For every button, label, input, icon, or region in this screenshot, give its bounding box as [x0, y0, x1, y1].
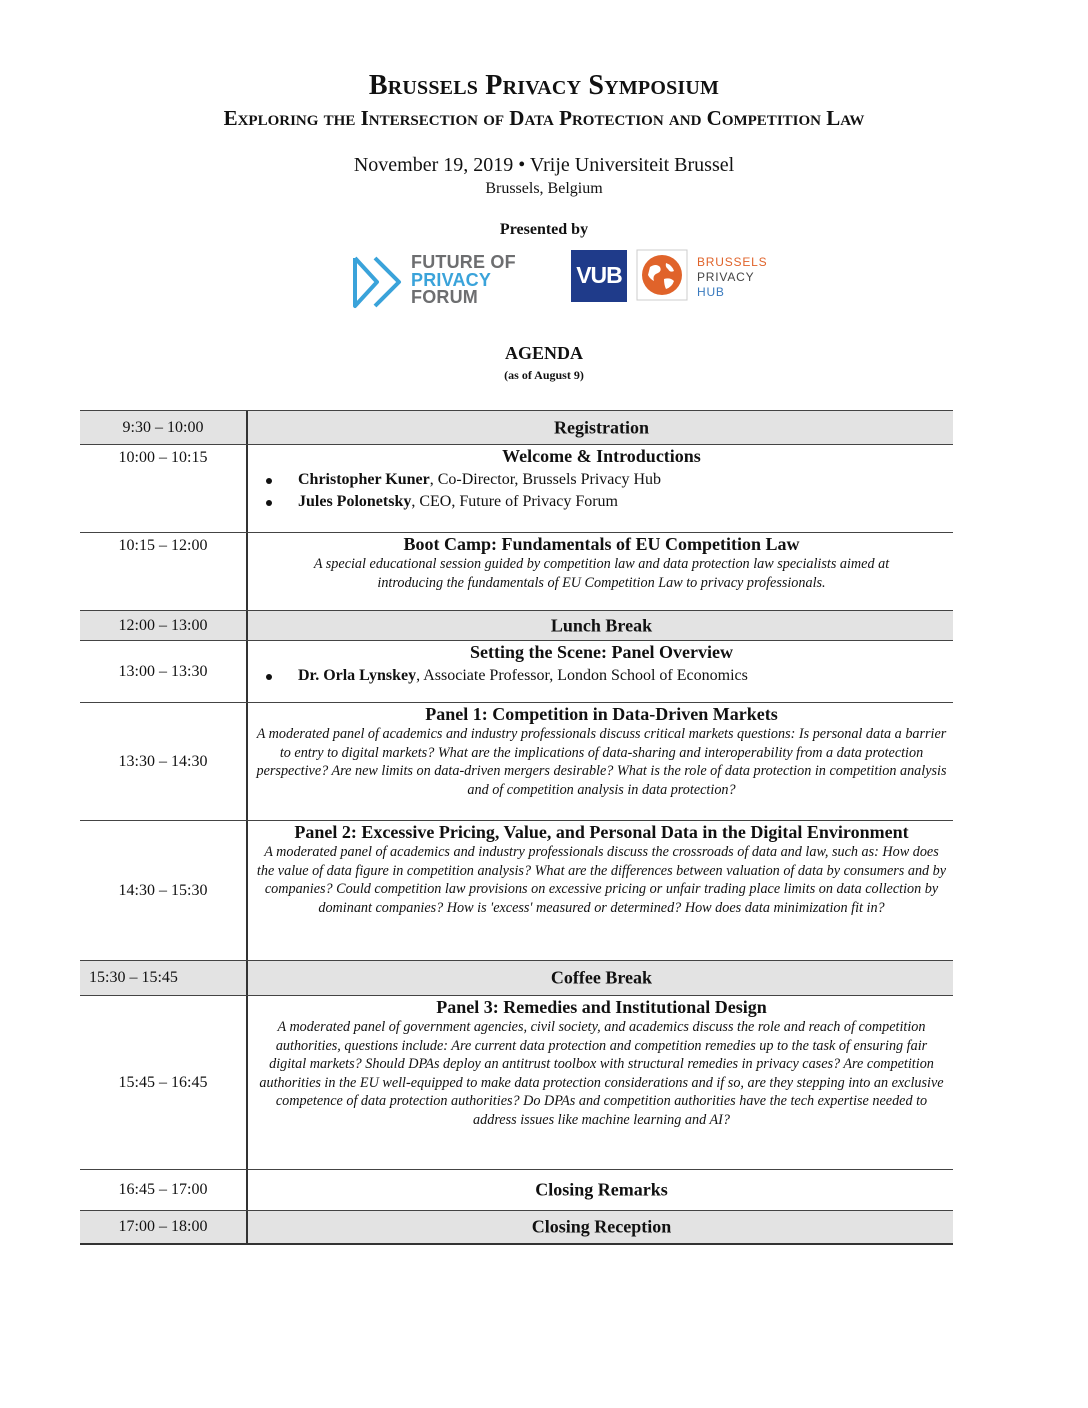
session-content [250, 611, 953, 640]
list-item [250, 469, 953, 491]
session-time: 14:30 – 15:30 [80, 821, 248, 960]
list-item [250, 491, 953, 513]
speaker-name: Jules Polonetsky [298, 493, 412, 510]
globe-icon [636, 249, 688, 301]
session-title: Boot Camp: Fundamentals of EU Competition Law [403, 534, 800, 554]
fpf-line2: PRIVACY [411, 269, 492, 290]
bph-line1: BRUSSELS [697, 255, 768, 269]
session-content [250, 641, 953, 702]
table-row [80, 1210, 953, 1245]
speaker-list [250, 469, 953, 513]
table-row [80, 532, 953, 610]
session-content [250, 996, 953, 1169]
session-title: Coffee Break [550, 967, 653, 988]
session-title: Registration [554, 417, 649, 437]
presented-by-label: Presented by [499, 221, 589, 238]
bph-line2: PRIVACY [697, 270, 755, 284]
bph-line3: HUB [697, 285, 725, 299]
session-title: Closing Reception [531, 1216, 672, 1237]
session-time: 16:45 – 17:00 [80, 1170, 248, 1210]
session-description: A moderated panel of academics and industry professionals discuss the crossroads of data and law, such as: How does the value of data figure in competition analysis? What are the differences between valuation of data by consumers and by companies? Could competition law provisions on excessive pricing or unfair trading place limits on data collection by dominant companies? How is 'excess' measured or determined? How does data minimization fit in? [256, 844, 947, 916]
table-row [80, 410, 953, 444]
event-location: Brussels, Belgium [485, 180, 603, 197]
session-content [250, 821, 953, 960]
table-row [80, 702, 953, 820]
session-title: Closing Remarks [535, 1179, 668, 1200]
session-title: Panel 3: Remedies and Institutional Design [436, 997, 767, 1017]
session-time: 13:00 – 13:30 [80, 641, 248, 702]
table-row [80, 995, 953, 1169]
session-content [250, 411, 953, 444]
session-time: 15:45 – 16:45 [80, 996, 248, 1169]
session-content [250, 445, 953, 532]
session-time: 13:30 – 14:30 [80, 703, 248, 820]
session-description: A moderated panel of government agencies, civil society, and academics discuss the role and reach of competition authorities, questions include: Are current data protection and competition remedies up to the task of ensuring fair digital markets? Should DPAs deploy an antitrust toolbox with structural remedies in privacy cases? Are competition authorities in the EU well-equipped to make data protection considerations and if so, are they stepping into an exclusive competence of data protection authorities? Do DPAs and competition authorities have the tech expertise needed to address issues like machine learning and AI? [259, 1019, 944, 1128]
table-row [80, 1169, 953, 1210]
table-row [80, 640, 953, 702]
session-title: Lunch Break [550, 615, 653, 635]
fpf-logo [353, 252, 523, 310]
vub-logo-text: VUB [576, 262, 622, 288]
vub-logo [571, 250, 627, 302]
session-content [250, 1170, 953, 1210]
table-row [80, 444, 953, 532]
session-time: 15:30 – 15:45 [80, 961, 248, 995]
list-item [250, 665, 953, 687]
speaker-role: , Associate Professor, London School of Economics [416, 667, 748, 684]
session-title: Panel 1: Competition in Data-Driven Markets [425, 704, 778, 724]
session-time: 9:30 – 10:00 [80, 411, 248, 444]
fpf-line3: FORUM [411, 287, 478, 307]
agenda-date-note: (as of August 9) [504, 368, 584, 382]
session-time: 10:15 – 12:00 [80, 533, 248, 610]
session-description: A special educational session guided by competition law and data protection law specialists aimed at introducing the fundamentals of EU Competition Law to privacy professionals. [313, 556, 890, 591]
event-dateline: November 19, 2019 • Vrije Universiteit Brussel [353, 154, 735, 176]
fpf-logo-text [411, 254, 516, 307]
session-title: Panel 2: Excessive Pricing, Value, and Personal Data in the Digital Environment [294, 822, 909, 842]
page-title: Brussels Privacy Symposium [368, 70, 720, 101]
table-row [80, 610, 953, 640]
session-content [250, 703, 953, 820]
session-title: Welcome & Introductions [502, 446, 701, 466]
page-subtitle: Exploring the Intersection of Data Protection and Competition Law [223, 106, 865, 130]
speaker-role: , Co-Director, Brussels Privacy Hub [429, 471, 662, 488]
session-content [250, 1211, 953, 1243]
session-title: Setting the Scene: Panel Overview [470, 642, 733, 662]
speaker-name: Dr. Orla Lynskey [298, 667, 417, 684]
agenda-title: AGENDA [504, 343, 583, 363]
bph-logo-text [697, 255, 767, 300]
session-time: 12:00 – 13:00 [80, 611, 248, 640]
session-content [250, 533, 953, 610]
speaker-role: , CEO, Future of Privacy Forum [411, 493, 618, 510]
table-row [80, 820, 953, 960]
table-row [80, 960, 953, 995]
speaker-list [250, 665, 953, 687]
session-time: 17:00 – 18:00 [80, 1211, 248, 1243]
session-description: A moderated panel of academics and industry professionals discuss critical markets questions: Is personal data a barrier to entry to digital markets? What are the implications of data-sharing and interoperability from a data protection perspective? Are new limits on data-driven mergers desirable? What is the role of data protection in competition analysis and of competition analysis in data protection? [256, 726, 947, 798]
fpf-line1: FUTURE OF [411, 252, 516, 272]
speaker-name: Christopher Kuner [298, 471, 430, 488]
session-content [250, 961, 953, 995]
fast-forward-icon [353, 254, 405, 310]
session-time: 10:00 – 10:15 [80, 445, 248, 532]
